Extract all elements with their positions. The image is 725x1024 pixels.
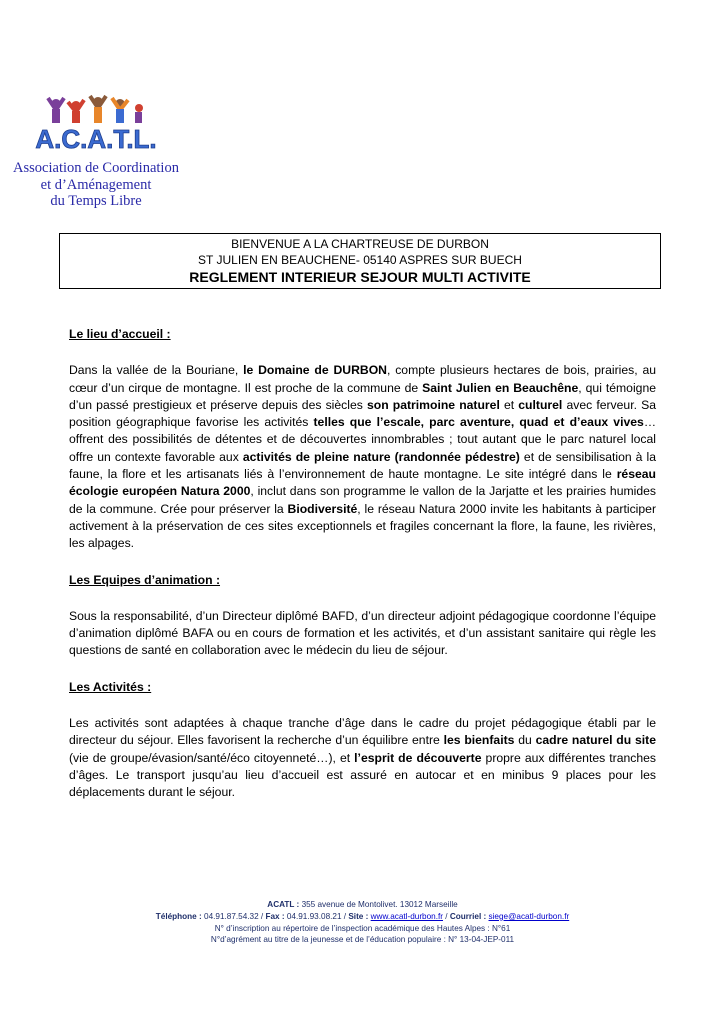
document-body xyxy=(69,326,656,802)
footer-address: ACATL : 355 avenue de Montolivet. 13012 Marseille xyxy=(267,900,458,909)
footer-agrement: N°d’agrément au titre de la jeunesse et de l’éducation populaire : N° 13-04-JEP-011 xyxy=(210,935,515,945)
document-title: REGLEMENT INTERIEUR SEJOUR MULTI ACTIVITE xyxy=(189,269,531,285)
footer-contacts: Téléphone : 04.91.87.54.32 / Fax : 04.91.93.08.21 / Site : www.acatl-durbon.fr / Courriel : siege@acatl-durbon.fr xyxy=(155,911,570,921)
header-box xyxy=(59,233,661,289)
org-line-2: et d’Aménagement xyxy=(40,176,152,193)
paragraph-lieu: Dans la vallée de la Bouriane, le Domaine de DURBON, compte plusieurs hectares de bois, prairies, au cœur d’un cirque de montagne. Il est proche de la commune de Saint Julien en Beauchêne, qui témoigne d’un passé prestigieux et préserve depuis des siècles son patrimoine naturel et culturel avec ferveur. Sa position géographique favorise les activités telles que l’escale, parc aventure, quad et d’eaux vives… offrent des possibilités de détentes et de découvertes innombrables ; tout autant que le parc naturel local offre un contexte favorable aux activités de pleine nature (randonnée pédestre) et de sensibilisation à la faune, la flore et les artisanats liés à l’environnement de haute montagne. Le site intégré dans le réseau écologie européen Natura 2000, inclut dans son programme le vallon de la Jarjatte et les prairies humides de la commune. Crée pour préserver la Biodiversité, le réseau Natura 2000 invite les habitants à participer activement à la préservation de ces sites exceptionnels et fragiles concernant la flore, la faune, les rivières, les alpages. xyxy=(69,363,657,551)
header-line-1: BIENVENUE A LA CHARTREUSE DE DURBON xyxy=(231,237,489,251)
paragraph-equipes: Sous la responsabilité, d’un Directeur diplômé BAFD, d’un directeur adjoint pédagogique coordonne l’équipe d’animation diplômé BAFA ou en cours de formation et les activités, et d’un assistant sanitaire qui règle les questions de santé en collaboration avec le médecin du lieu de séjour. xyxy=(69,608,656,658)
logo-lettering: A.C.A.T.L. xyxy=(35,124,157,154)
website-link[interactable]: www.acatl-durbon.fr xyxy=(370,911,443,921)
email-link[interactable]: siege@acatl-durbon.fr xyxy=(488,911,570,921)
organization-name xyxy=(6,160,186,210)
acatl-logo-graphic xyxy=(35,94,157,154)
logo-figures xyxy=(48,96,143,123)
paragraph-activites: Les activités sont adaptées à chaque tranche d’âge dans le cadre du projet pédagogique établi par le directeur du séjour. Elles favorisent la recherche d’un équilibre entre les bienfaits du cadre naturel du site (vie de groupe/évasion/santé/éco citoyenneté…), et l’esprit de découverte propre aux différentes tranches d’âges. Le transport jusqu’au lieu d’accueil est assuré en autocar et en minibus 9 places pour les déplacements durant le séjour. xyxy=(69,716,657,800)
section-heading-equipes: Les Equipes d’animation : xyxy=(69,572,221,587)
header-line-2: ST JULIEN EN BEAUCHENE- 05140 ASPRES SUR BUECH xyxy=(198,253,522,267)
org-line-3: du Temps Libre xyxy=(50,193,142,209)
section-heading-activites: Les Activités : xyxy=(69,679,152,694)
org-line-1: Association de Coordination xyxy=(13,160,179,176)
footer xyxy=(0,899,725,946)
footer-inscription: N° d’inscription au répertoire de l’inspection académique des Hautes Alpes : N°61 xyxy=(214,923,511,933)
section-heading-lieu: Le lieu d’accueil : xyxy=(69,327,171,341)
acatl-logo xyxy=(35,94,157,154)
